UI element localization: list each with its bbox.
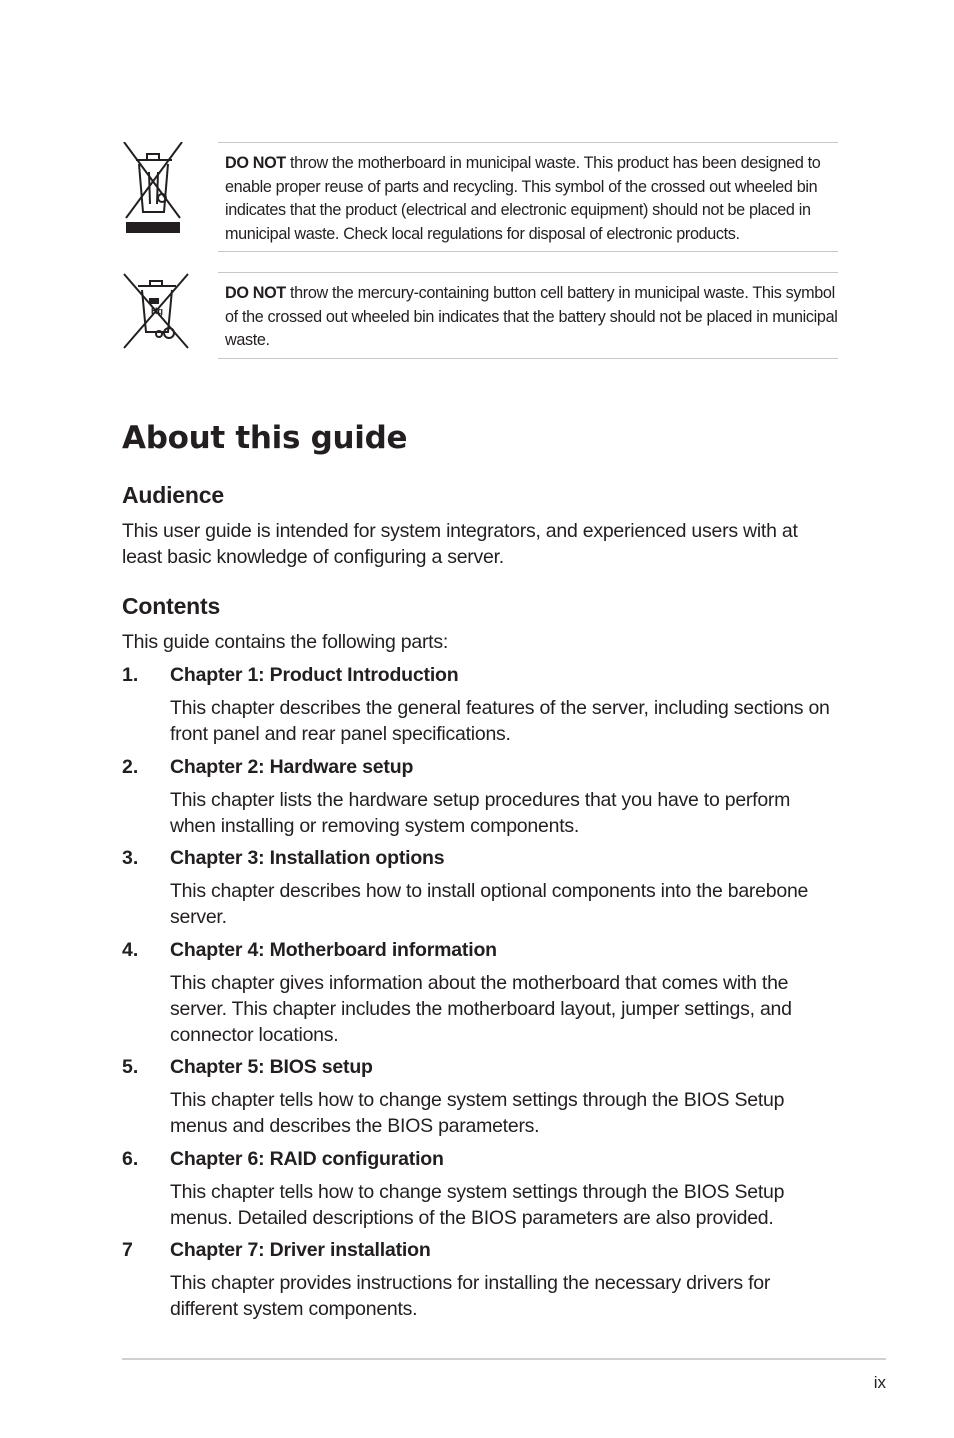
chapter-number: 5.	[122, 1056, 139, 1078]
svg-text:Hg: Hg	[151, 306, 163, 316]
chapter-title: Chapter 4: Motherboard information	[170, 939, 497, 961]
chapter-description: This chapter describes the general features of the server, including sections on front panel and rear panel specifications.	[170, 697, 830, 745]
chapter-description: This chapter lists the hardware setup procedures that you have to perform when installing or removing system components.	[170, 789, 791, 837]
notice-do-not: DO NOT	[225, 284, 286, 302]
page-title: About this guide	[122, 420, 408, 456]
chapter-number: 1.	[122, 664, 139, 686]
contents-intro: This guide contains the following parts:	[122, 631, 449, 653]
chapter-number: 3.	[122, 847, 139, 869]
chapter-description: This chapter provides instructions for installing the necessary drivers for different system components.	[170, 1272, 771, 1320]
weee-notice-battery	[122, 272, 838, 362]
chapter-description: This chapter describes how to install optional components into the barebone server.	[170, 880, 809, 928]
contents-heading: Contents	[122, 593, 221, 619]
chapter-title: Chapter 1: Product Introduction	[170, 664, 459, 686]
notice-text	[218, 272, 838, 359]
crossed-out-wheeled-bin-icon	[122, 142, 184, 243]
notice-text	[218, 142, 838, 252]
chapter-number: 6.	[122, 1148, 139, 1170]
crossed-out-wheeled-bin-battery-icon	[122, 272, 192, 357]
page-number: ix	[873, 1373, 886, 1392]
chapter-description: This chapter tells how to change system settings through the BIOS Setup menus. Detailed descriptions of the BIOS parameters are also provided.	[170, 1181, 785, 1229]
chapter-title: Chapter 6: RAID configuration	[170, 1148, 444, 1170]
chapter-title: Chapter 7: Driver installation	[170, 1239, 431, 1261]
chapter-number: 7	[122, 1239, 133, 1261]
notice-do-not: DO NOT	[225, 154, 286, 172]
notice-body: throw the mercury-containing button cell battery in municipal waste. This symbol of the crossed out wheeled bin indicates that the battery should not be placed in municipal waste.	[225, 284, 838, 349]
chapter-title: Chapter 2: Hardware setup	[170, 756, 414, 778]
chapter-title: Chapter 5: BIOS setup	[170, 1056, 373, 1078]
audience-heading: Audience	[122, 482, 224, 508]
audience-text: This user guide is intended for system integrators, and experienced users with at least basic knowledge of configuring a server.	[122, 520, 798, 568]
footer-divider	[122, 1358, 886, 1360]
chapter-description: This chapter tells how to change system settings through the BIOS Setup menus and describes the BIOS parameters.	[170, 1089, 785, 1137]
weee-notice-motherboard	[122, 142, 838, 254]
chapter-number: 4.	[122, 939, 139, 961]
chapter-title: Chapter 3: Installation options	[170, 847, 445, 869]
chapter-description: This chapter gives information about the motherboard that comes with the server. This chapter includes the motherboard layout, jumper settings, and connector locations.	[170, 972, 792, 1046]
notice-body: throw the motherboard in municipal waste. This product has been designed to enable proper reuse of parts and recycling. This symbol of the crossed out wheeled bin indicates that the product (electrical and electronic equipment) should not be placed in municipal waste. Check local regulations for disposal of electronic products.	[225, 154, 821, 243]
chapter-number: 2.	[122, 756, 139, 778]
